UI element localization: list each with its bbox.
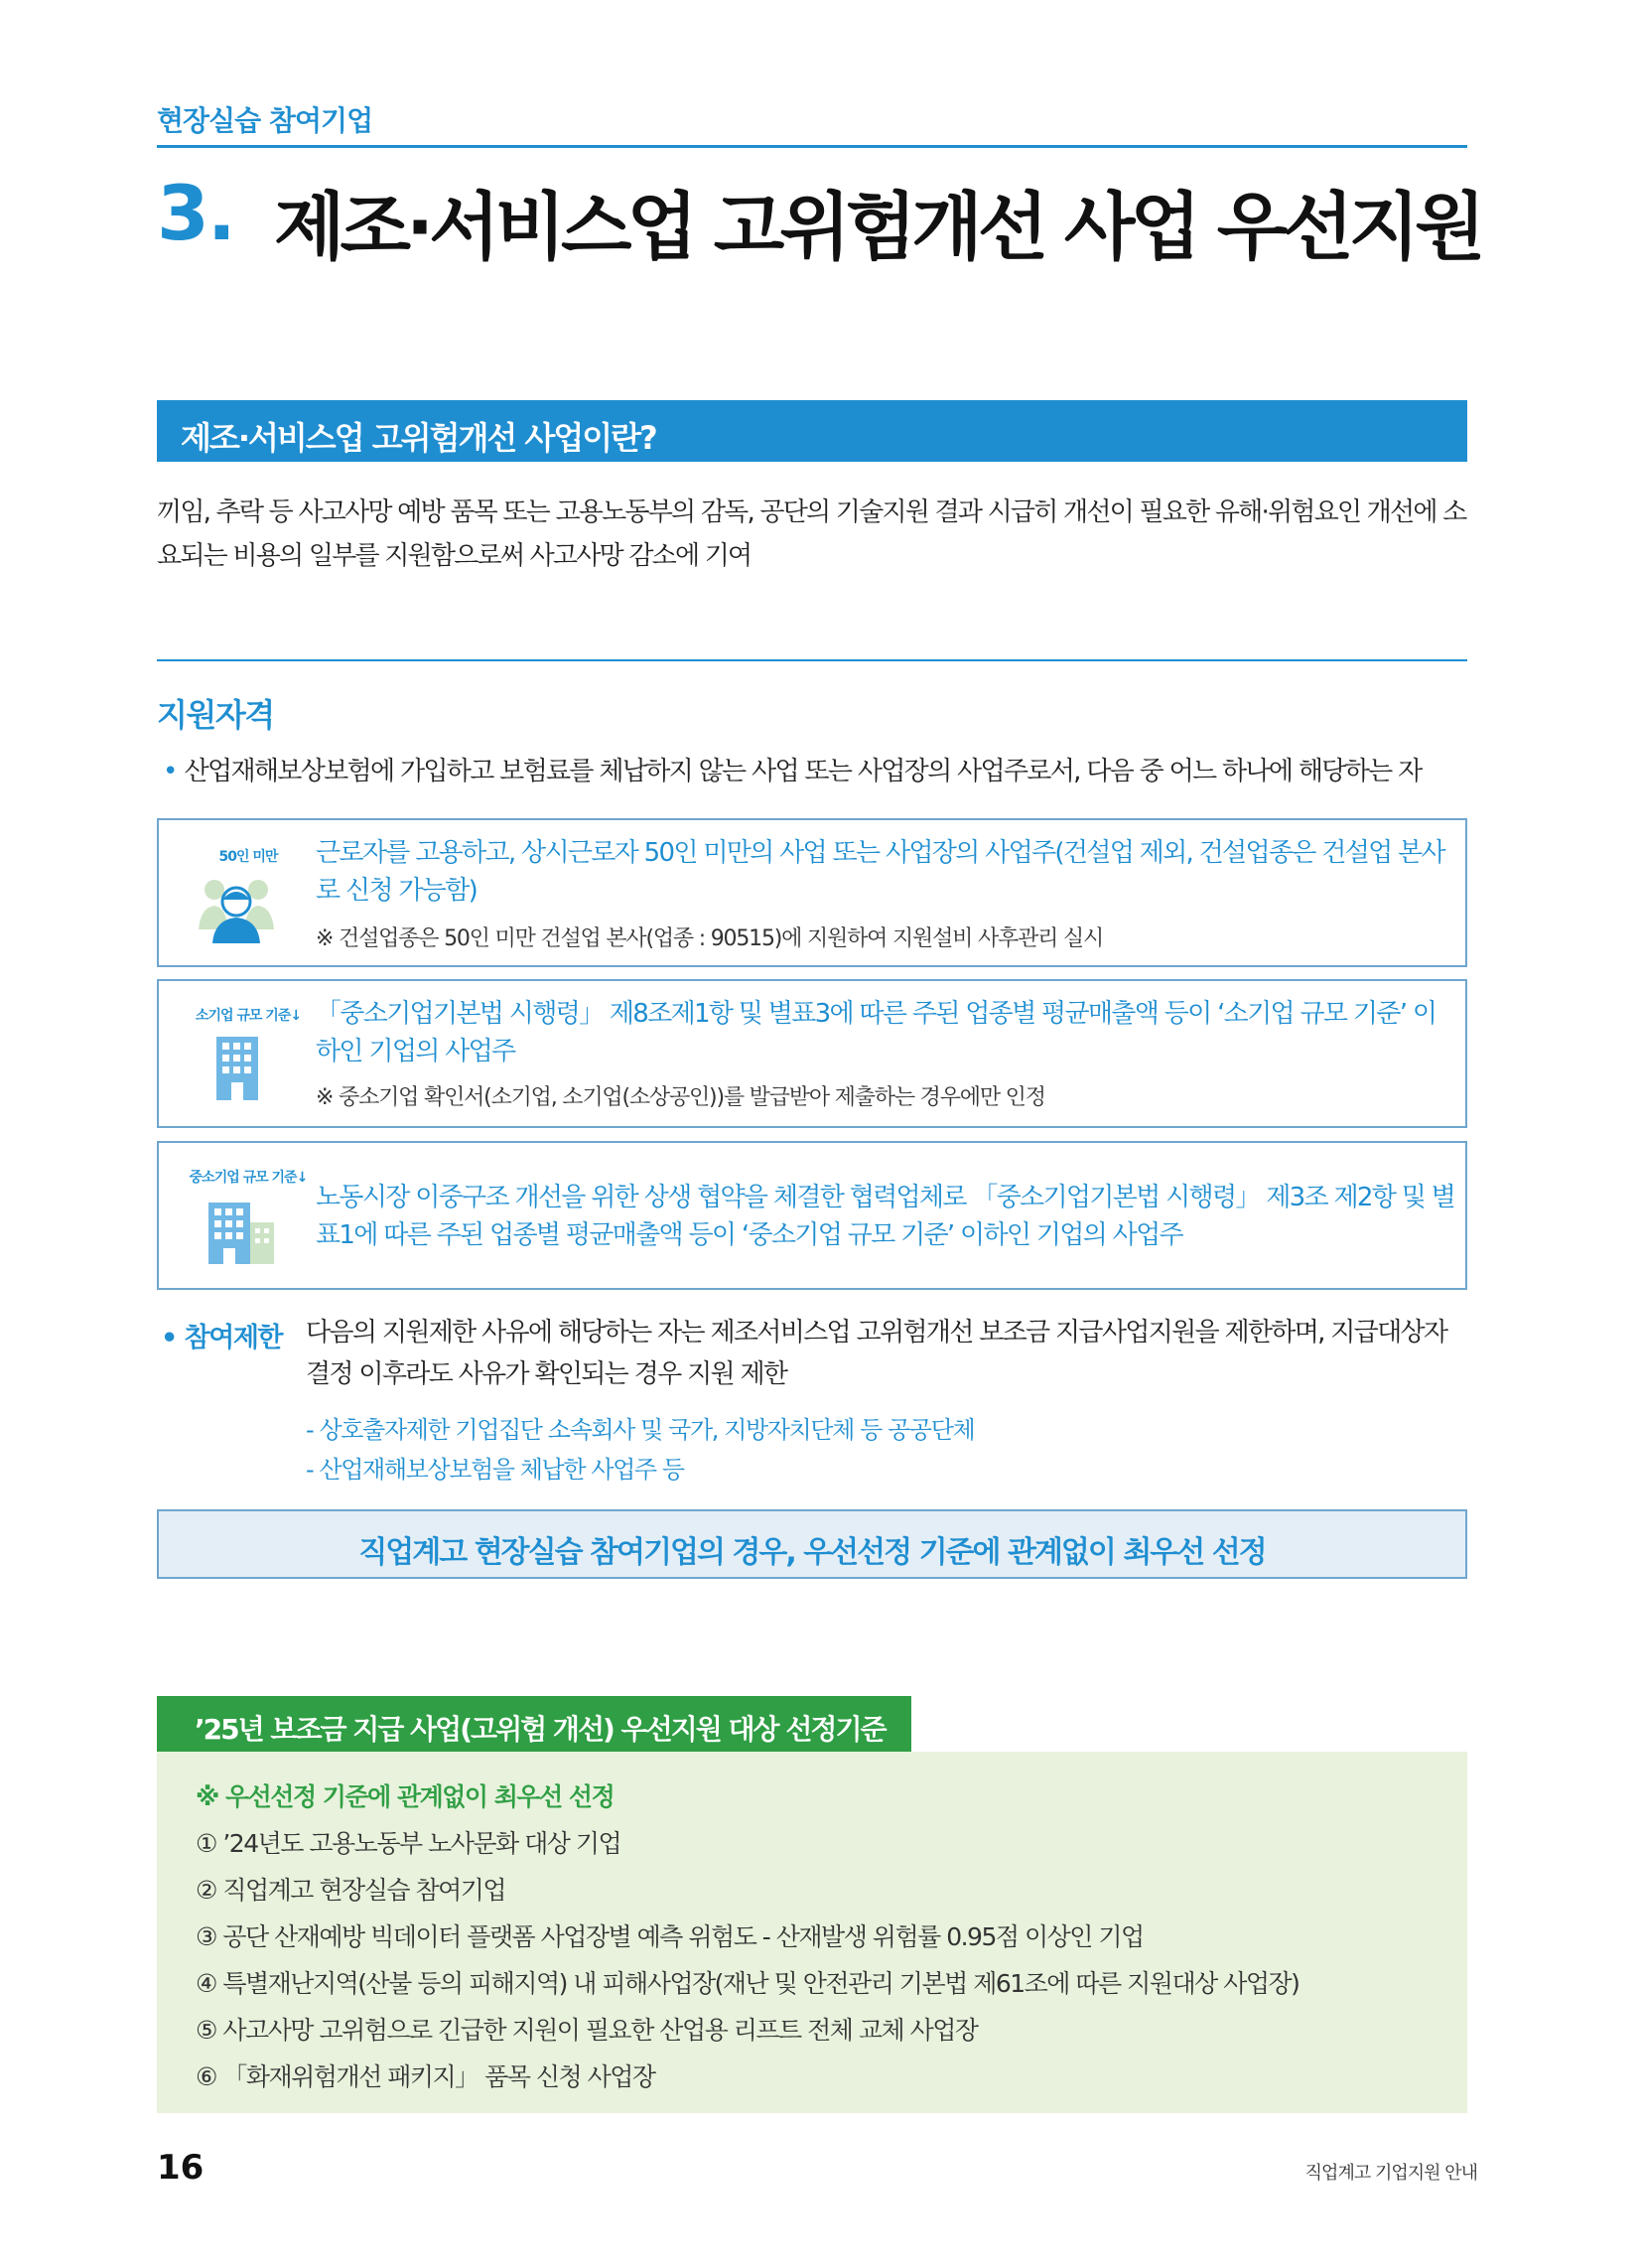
intro-heading-bar: [157, 400, 1467, 462]
page-title: 제조·서비스업 고위험개선 사업 우선지원: [274, 185, 1481, 270]
restriction-text: 다음의 지원제한 사유에 해당하는 자는 제조서비스업 고위험개선 보조금 지급사업지원을 제한하며, 지급대상자 결정 이후라도 사유가 확인되는 경우 지원 제한: [306, 1318, 1447, 1389]
restriction-item: - 산업재해보상보험을 체납한 사업주 등: [306, 1456, 684, 1484]
criteria-title-tab: [157, 1696, 911, 1752]
criteria-head: ※ 우선선정 기준에 관계없이 최우선 선정: [196, 1782, 615, 1811]
criteria-item: ② 직업계고 현장실습 참여기업: [196, 1876, 506, 1905]
eligibility-card-3: [157, 1141, 1467, 1290]
people-icon: [197, 870, 276, 945]
priority-note-box: [157, 1509, 1467, 1579]
card-main-text: 노동시장 이중구조 개선을 위한 상생 협약을 체결한 협력업체로 「중소기업기본법 시행령」 제3조 제2항 및 별표1에 따른 주된 업종별 평균매출액 등이 ‘중소기업 규모 기준’ 이하인 기업의 사업주: [316, 1183, 1455, 1250]
criteria-item: ① ’24년도 고용노동부 노사문화 대상 기업: [196, 1829, 621, 1858]
eligibility-card-1: [157, 818, 1467, 967]
eligibility-bullet: [163, 751, 1422, 787]
card-icon-label: 소기업 규모 기준↓: [195, 1008, 302, 1024]
eligibility-card-2: [157, 979, 1467, 1128]
section-divider: [157, 659, 1467, 661]
criteria-item: ⑥ 「화재위험개선 패키지」 품목 신청 사업장: [196, 2062, 655, 2091]
buildings-icon: [206, 1197, 276, 1266]
eligibility-bullet-text: 산업재해보상보험에 가입하고 보험료를 체납하지 않는 사업 또는 사업장의 사업주로서, 다음 중 어느 하나에 해당하는 자: [184, 757, 1422, 786]
restriction-label: • 참여제한: [161, 1323, 282, 1353]
criteria-item: ⑤ 사고사망 고위험으로 긴급한 지원이 필요한 산업용 리프트 전체 교체 사업장: [196, 2016, 978, 2045]
intro-heading: 제조·서비스업 고위험개선 사업이란?: [181, 419, 656, 457]
section-label: 현장실습 참여기업: [157, 104, 373, 137]
small-building-icon: [214, 1035, 260, 1102]
card-note: ※ 중소기업 확인서(소기업, 소기업(소상공인))를 발급받아 제출하는 경우에만 인정: [316, 1085, 1045, 1110]
footer-doc-title: 직업계고 기업지원 안내: [1304, 2163, 1477, 2184]
criteria-item: ④ 특별재난지역(산불 등의 피해지역) 내 피해사업장(재난 및 안전관리 기본법 제61조에 따른 지원대상 사업장): [196, 1969, 1300, 1998]
priority-note: 직업계고 현장실습 참여기업의 경우, 우선선정 기준에 관계없이 최우선 선정: [358, 1535, 1266, 1570]
page-number: 16: [157, 2148, 205, 2188]
card-main-text: 「중소기업기본법 시행령」 제8조제1항 및 별표3에 따른 주된 업종별 평균매출액 등이 ‘소기업 규모 기준’ 이하인 기업의 사업주: [316, 999, 1437, 1066]
criteria-title: ’25년 보조금 지급 사업(고위험 개선) 우선지원 대상 선정기준: [195, 1713, 886, 1746]
header-divider: [157, 145, 1467, 148]
card-note: ※ 건설업종은 50인 미만 건설업 본사(업종 : 90515)에 지원하여 지원설비 사후관리 실시: [316, 926, 1104, 951]
restriction-item: - 상호출자제한 기업집단 소속회사 및 국가, 지방자치단체 등 공공단체: [306, 1416, 975, 1444]
intro-body: 끼임, 추락 등 사고사망 예방 품목 또는 고용노동부의 감독, 공단의 기술지원 결과 시급히 개선이 필요한 유해·위험요인 개선에 소요되는 비용의 일부를 지원함으로써 사고사망 감소에 기여: [157, 497, 1466, 571]
eligibility-heading: 지원자격: [157, 696, 274, 734]
card-icon-label: 50인 미만: [218, 849, 278, 865]
bullet-dot: •: [163, 757, 177, 786]
criteria-item: ③ 공단 산재예방 빅데이터 플랫폼 사업장별 예측 위험도 - 산재발생 위험률 0.95점 이상인 기업: [196, 1922, 1144, 1951]
title-number: 3.: [157, 169, 234, 257]
card-main-text: 근로자를 고용하고, 상시근로자 50인 미만의 사업 또는 사업장의 사업주(건설업 제외, 건설업종은 건설업 본사로 신청 가능함): [316, 838, 1444, 906]
card-icon-label: 중소기업 규모 기준↓: [189, 1170, 308, 1186]
